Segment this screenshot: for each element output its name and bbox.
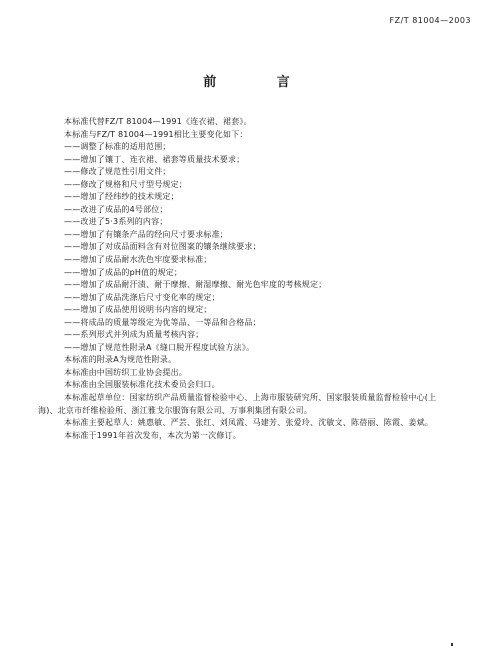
foreword-line: 本标准起草单位：国家纺织产品质量监督检验中心、上海市服装研究所、国家服装质量监督检验中心(上 [64,393,437,403]
foreword-line: ——增加了成品耐汗渍、耐干摩擦、耐湿摩擦、耐光色牢度的考核规定； [64,280,327,290]
foreword-line: 本标准于1991年首次发布，本次为第一次修订。 [64,430,241,440]
standard-number: FZ/T 81004—2003 [389,16,471,25]
foreword-line: 本标准由中国纺织工业协会提出。 [64,367,187,377]
foreword-line: ——修改了规范性引用文件； [64,167,171,177]
foreword-line: ——改进了5·3系列的内容； [64,217,168,227]
foreword-line: ——改进了成品的4号部位； [64,204,168,214]
page-title: 前 言 [203,75,318,90]
foreword-line: 海)、北京市纤维检验所、浙江雅戈尔服饰有限公司、万事利集团有限公司。 [38,405,312,415]
page-mark [451,643,453,646]
foreword-line: ——增加了成品的pH值的规定； [64,267,183,277]
foreword-line: ——增加了成品使用说明书内容的规定； [64,305,212,315]
foreword-line: ——增加了镶丁、连衣裙、裙套等质量技术要求； [64,154,245,164]
foreword-line: ——修改了规格和尺寸型号规定； [64,179,187,189]
foreword-line: 本标准的附录A为规范性附录。 [64,355,177,365]
foreword-line: ——增加了对成品面料含有对位图案的镶条继续要求； [64,242,261,252]
foreword-line: 本标准由全国服装标准化技术委员会归口。 [64,380,220,390]
foreword-line: ——增加了经纬纱的技术规定； [64,192,179,202]
foreword-line: ——增加了有镶条产品的经向尺寸要求标准； [64,229,228,239]
foreword-body [38,116,474,442]
foreword-line: 本标准主要起草人：姚惠敏、严芸、张红、刘凤霞、马建芳、张爱玲、沈敏文、陈蓓丽、陈霞、姜斌。 [64,418,433,428]
foreword-line: ——增加了成品耐水洗色牢度要求标准； [64,255,212,265]
foreword-line: 本标准代替FZ/T 81004—1991《连衣裙、裙套》。 [64,117,252,126]
foreword-line: ——调整了标准的适用范围； [64,142,171,152]
foreword-line: ——将成品的质量等级定为优等品、一等品和合格品； [64,317,261,327]
foreword-line: ——系列形式并列成为质量考核内容； [64,330,204,340]
foreword-line: 本标准与FZ/T 81004—1991相比主要变化如下： [64,129,248,139]
foreword-line: ——增加了规范性附录A《缝口脱开程度试验方法》。 [64,342,255,352]
foreword-line: ——增加了成品洗涤后尺寸变化率的规定； [64,292,220,302]
